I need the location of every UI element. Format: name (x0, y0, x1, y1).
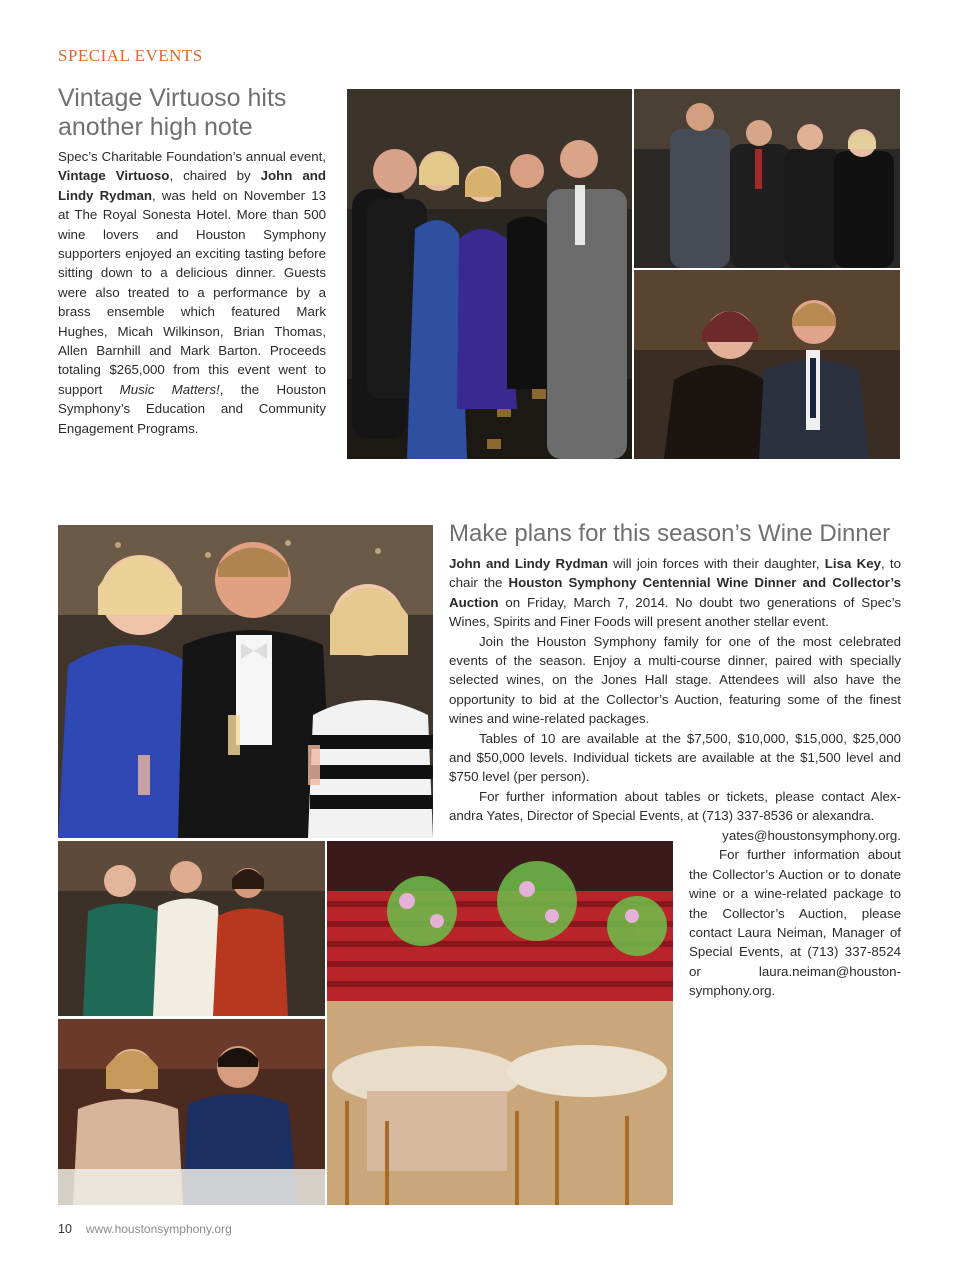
page-footer (58, 1222, 232, 1236)
article2-paragraph-2: Join the Houston Symphony family for one of the most celebrated events of the season. Enjoy a multi-course dinner, paired with specially selected wines, on the Jones Hall stage. Attendees will also have the opportunity to bid at the Collector’s Auction, featuring some of the finest wines and wine-related packages. (449, 633, 901, 727)
photo-rydman-family (58, 525, 433, 838)
photo-four-guests (634, 89, 900, 268)
article2-paragraph-5: For further information about the Collector’s Auction or to donate wine or a wine-related package to the Collector’s Auction, please contact Laura Neiman, Manager of Special Events, at (713) 337-8524 or laura.neiman@houston-symphony.org. (689, 847, 901, 999)
section-label: SPECIAL EVENTS (58, 46, 203, 65)
photo-banquet-stage (327, 841, 673, 1205)
article2-title: Make plans for this season’s Wine Dinner (449, 520, 891, 547)
photo-couple-toasting (58, 1019, 325, 1205)
article2-paragraph-3: Tables of 10 are available at the $7,500, $10,000, $15,000, $25,000 and $50,000 levels. Individual tickets are available at the $1,500 level and $750 level (per person). (449, 730, 901, 785)
photo-vintage-virtuoso-group (347, 89, 632, 459)
article2-body (449, 554, 901, 826)
article2-paragraph-4: For further information about tables or tickets, please contact Alex-andra Yates, Director of Special Events, at (713) 337-8536 or alexandra. (449, 788, 901, 824)
article2-paragraph-1: John and Lindy Rydman will join forces with their daughter, Lisa Key, to chair the Houston Symphony Centennial Wine Dinner and Collector’s Auction on Friday, March 7, 2014. No doubt two generations of Spec’s Wines, Spirits and Finer Foods will present another stellar event. (449, 556, 901, 630)
photo-three-guests (58, 841, 325, 1016)
article1-title: Vintage Virtuoso hits another high note (58, 84, 287, 141)
footer-url: www.houstonsymphony.org (85, 1222, 232, 1236)
page-number: 10 (58, 1222, 72, 1236)
contact-email: yates@houstonsymphony.org. (722, 828, 901, 843)
photo-couple (634, 270, 900, 459)
article1-body: Spec’s Charitable Foundation’s annual event, Vintage Virtuoso, chaired by John and Lindy Rydman, was held on November 13 at The Royal Sonesta Hotel. More than 500 wine lovers and Houston Symphony supporters enjoyed an exciting tasting before sitting down to a delicious dinner. Guests were also treated to a performance by a brass ensemble which featured Mark Hughes, Micah Wilkinson, Brian Thomas, Allen Barnhill and Mark Barton. Proceeds totaling $265,000 from this event went to support Music Matters!, the Houston Symphony’s Education and Community Engagement Programs. (58, 149, 326, 436)
article2-sidebar-text (689, 826, 901, 1001)
